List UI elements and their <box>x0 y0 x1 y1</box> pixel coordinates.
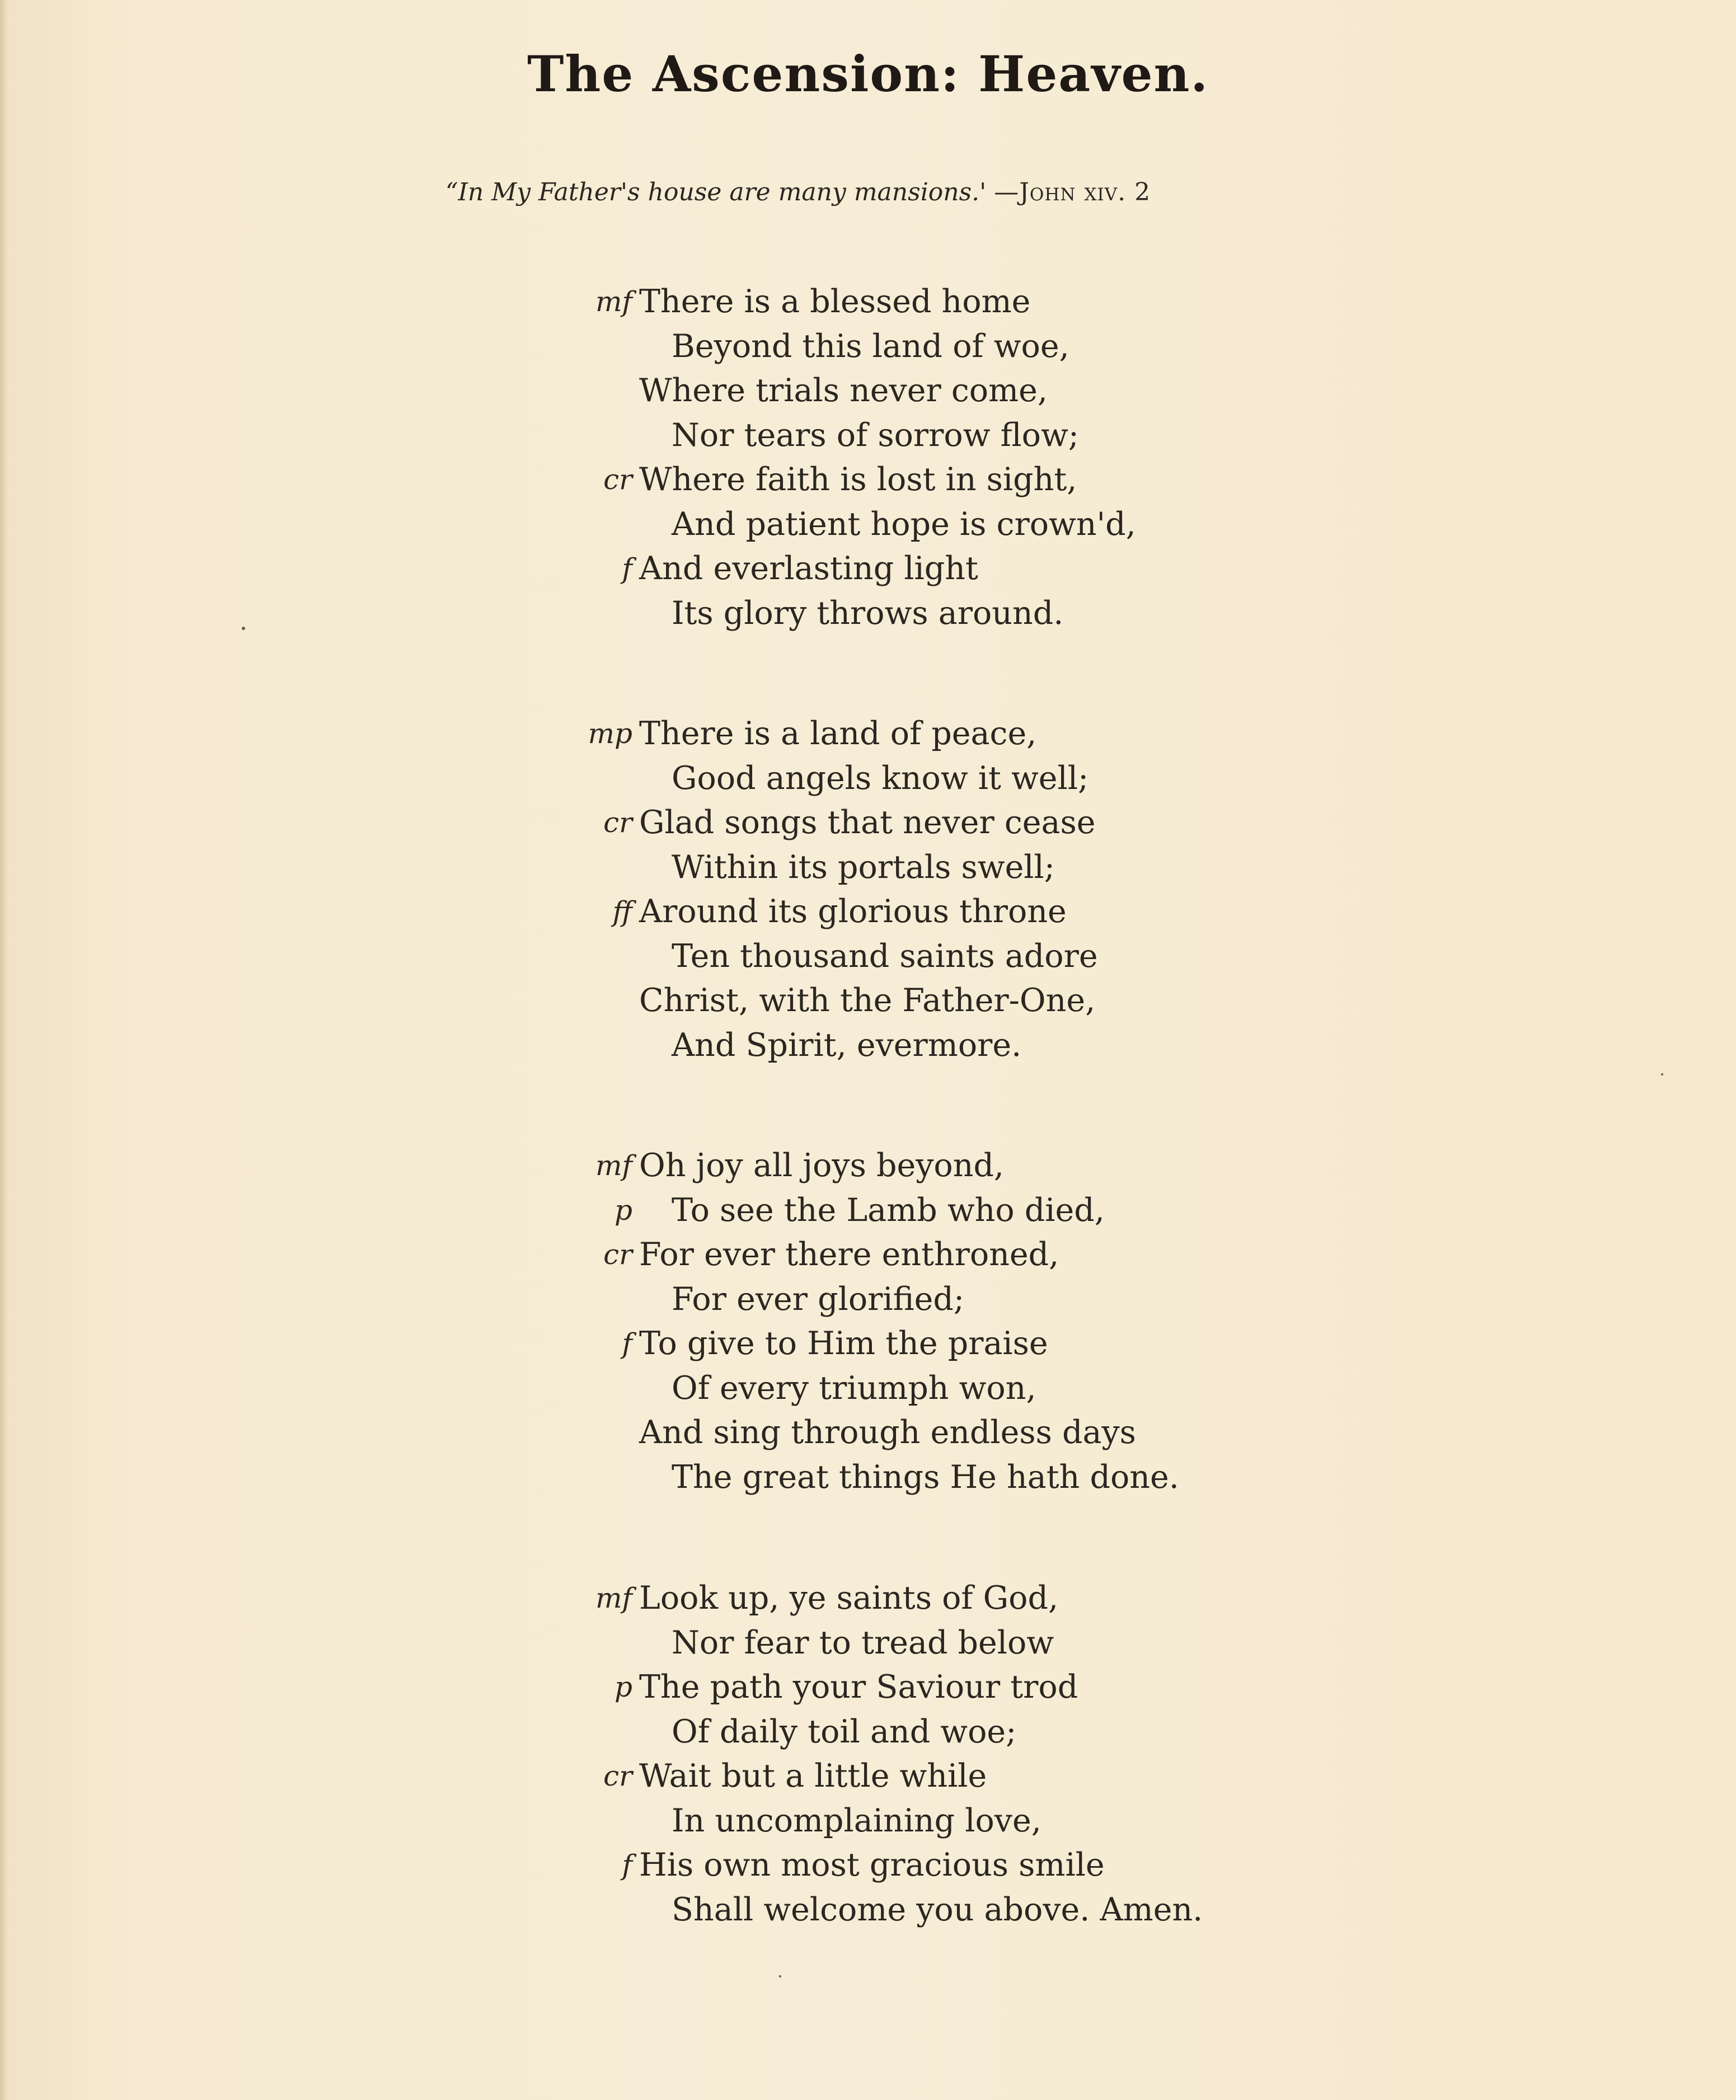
stanza-1 <box>560 280 1343 636</box>
paper-speck <box>242 627 245 630</box>
verse-line <box>560 1843 1343 1888</box>
paper-speck <box>1661 1073 1663 1075</box>
verse-text: Where trials never come, <box>639 372 1048 409</box>
dynamic-mark: ff <box>612 895 632 928</box>
verse-text: Look up, ye saints of God, <box>639 1580 1059 1617</box>
verse-line <box>560 1233 1343 1277</box>
verse-text: For ever glorified; <box>672 1280 965 1318</box>
verse-line <box>560 1754 1343 1799</box>
verse-text: And everlasting light <box>639 550 978 587</box>
verse-text: Nor fear to tread below <box>672 1624 1054 1661</box>
verse-line <box>560 934 1343 979</box>
stanza-2 <box>560 712 1343 1068</box>
verse-line <box>560 1888 1343 1933</box>
verse-text: Shall welcome you above. Amen. <box>672 1891 1203 1928</box>
dynamic-mark: p <box>614 1194 632 1227</box>
verse-line <box>560 280 1343 325</box>
verse-text: Good angels know it well; <box>672 759 1089 797</box>
verse-text: To see the Lamb who died, <box>672 1191 1105 1229</box>
verse-line <box>560 1576 1343 1621</box>
verse-line <box>560 547 1343 591</box>
verse-text: There is a blessed home <box>639 283 1031 320</box>
epigraph <box>445 178 1151 206</box>
verse-line <box>560 1455 1343 1500</box>
dynamic-mark: cr <box>603 1238 632 1271</box>
verse-line <box>560 1144 1343 1188</box>
dynamic-mark: mf <box>595 1582 632 1614</box>
dynamic-mark: p <box>614 1671 632 1703</box>
verse-line <box>560 1188 1343 1233</box>
verse-line <box>560 1322 1343 1366</box>
verse-text: And Spirit, evermore. <box>672 1026 1022 1064</box>
verse-text: Wait but a little while <box>639 1758 987 1794</box>
verse-text: Where faith is lost in sight, <box>639 461 1077 498</box>
verse-text: The great things He hath done. <box>672 1458 1179 1496</box>
dynamic-mark: f <box>622 1327 632 1360</box>
verse-text: Ten thousand saints adore <box>672 937 1098 975</box>
verse-text: Of every triumph won, <box>672 1369 1036 1407</box>
verse-line <box>560 801 1343 845</box>
verse-text: The path your Saviour trod <box>639 1669 1078 1706</box>
verse-line <box>560 591 1343 636</box>
verse-text: Glad songs that never cease <box>639 804 1096 841</box>
verse-line <box>560 1710 1343 1755</box>
epigraph-quote: “In My Father's house are many mansions.' <box>445 178 987 206</box>
verse-text: Oh joy all joys beyond, <box>639 1147 1005 1184</box>
verse-line <box>560 845 1343 890</box>
verse-line <box>560 757 1343 801</box>
stanza-3 <box>560 1144 1343 1500</box>
verse-text: Its glory throws around. <box>672 594 1064 632</box>
verse-text: In uncomplaining love, <box>672 1802 1041 1839</box>
verse-text: For ever there enthroned, <box>639 1236 1059 1273</box>
verse-text: And sing through endless days <box>639 1414 1136 1451</box>
verse-line <box>560 712 1343 757</box>
dynamic-mark: cr <box>603 806 632 839</box>
verse-text: And patient hope is crown'd, <box>672 505 1136 543</box>
verse-text: Nor tears of sorrow flow; <box>672 416 1079 454</box>
verse-line <box>560 979 1343 1023</box>
dynamic-mark: cr <box>603 1760 632 1792</box>
dynamic-mark: mp <box>588 717 632 750</box>
verse-line <box>560 1621 1343 1666</box>
page-title: The Ascension: Heaven. <box>527 45 1209 103</box>
verse-text: Beyond this land of woe, <box>672 327 1069 365</box>
verse-text: There is a land of peace, <box>639 715 1037 752</box>
dynamic-mark: mf <box>595 285 632 318</box>
verse-line <box>560 1411 1343 1455</box>
epigraph-reference: —John xiv. 2 <box>994 178 1151 206</box>
verse-text: To give to Him the praise <box>639 1325 1048 1362</box>
verse-line <box>560 890 1343 934</box>
verse-line <box>560 369 1343 414</box>
verse-text: Within its portals swell; <box>672 848 1055 886</box>
dynamic-mark: mf <box>595 1149 632 1182</box>
verse-line <box>560 414 1343 458</box>
verse-line <box>560 1366 1343 1411</box>
verse-text: Around its glorious throne <box>639 893 1067 930</box>
page-edge <box>0 0 8 2100</box>
verse-line <box>560 502 1343 547</box>
paper-speck <box>779 1975 781 1977</box>
dynamic-mark: f <box>622 552 632 585</box>
verse-line <box>560 1799 1343 1844</box>
dynamic-mark: cr <box>603 463 632 496</box>
verse-line <box>560 1023 1343 1068</box>
verse-line <box>560 458 1343 502</box>
dynamic-mark: f <box>622 1849 632 1881</box>
verse-text: Christ, with the Father-One, <box>639 982 1096 1019</box>
verse-line <box>560 1277 1343 1322</box>
verse-text: His own most gracious smile <box>639 1847 1105 1883</box>
verse-line <box>560 325 1343 369</box>
verse-text: Of daily toil and woe; <box>672 1713 1017 1750</box>
stanza-4 <box>560 1576 1343 1932</box>
verse-line <box>560 1665 1343 1710</box>
